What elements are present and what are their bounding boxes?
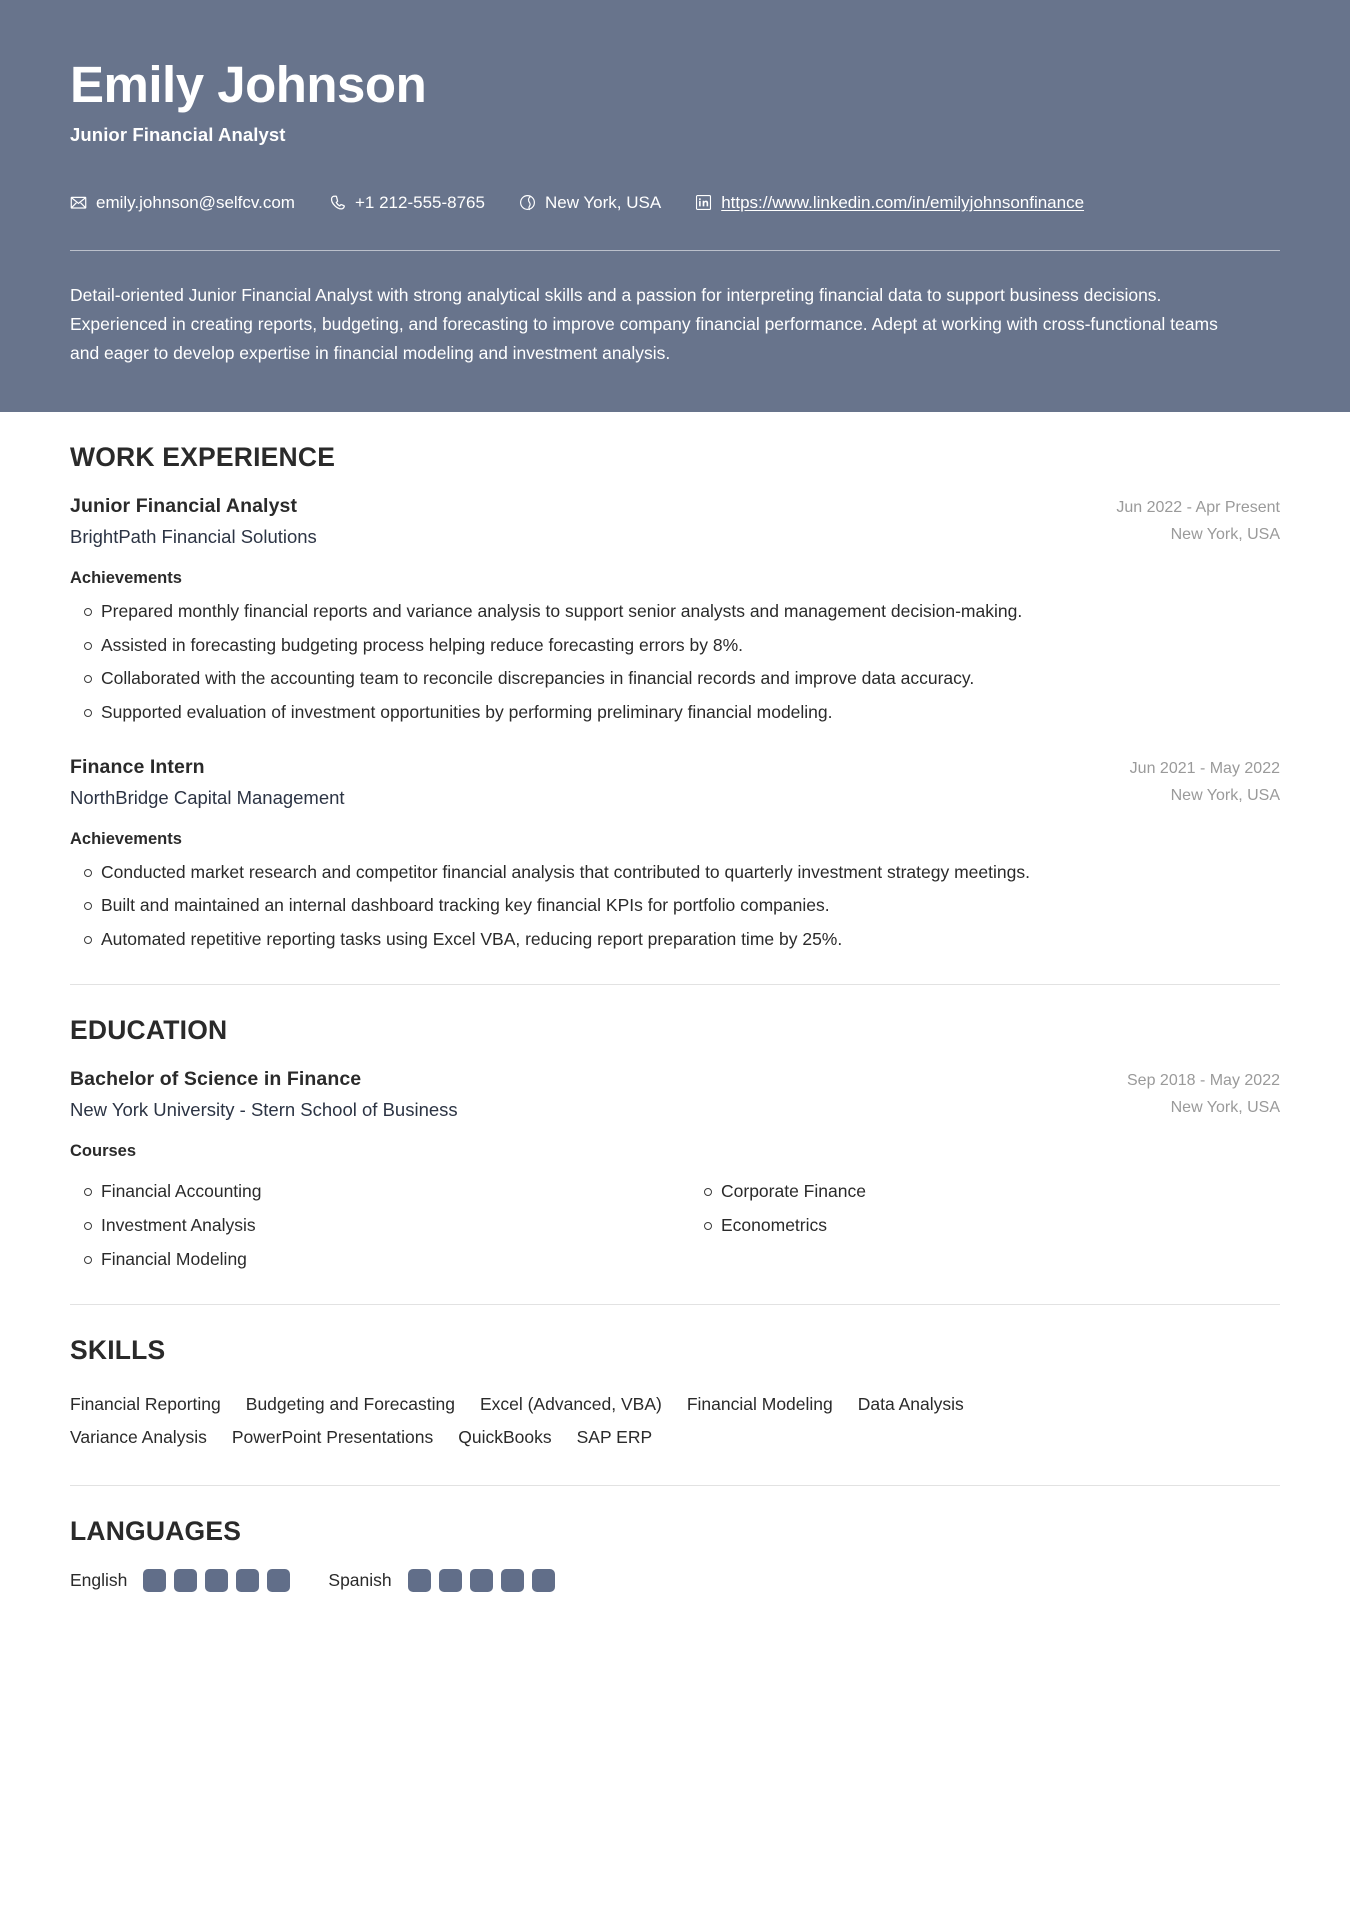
section-title-languages: LANGUAGES <box>70 1515 242 1546</box>
entry-location: New York, USA <box>1170 1099 1280 1117</box>
entry-role: Junior Financial Analyst <box>70 495 298 518</box>
list-item: Financial Accounting <box>70 1178 660 1205</box>
skill-chip: Financial Reporting <box>70 1394 221 1415</box>
contact-label: +1 212-555-8765 <box>354 193 485 213</box>
language-level-square <box>143 1569 166 1592</box>
entry-role: Finance Intern <box>70 755 205 778</box>
contact-label: emily.johnson@selfcv.com <box>96 193 295 213</box>
language-level-square <box>470 1569 493 1592</box>
skill-chip: PowerPoint Presentations <box>231 1426 434 1447</box>
courses-label: Courses <box>70 1142 137 1161</box>
entry-organization: New York University - Stern School of Business <box>70 1099 458 1121</box>
entry-left <box>70 1068 458 1121</box>
entry-role: Bachelor of Science in Finance <box>70 1068 362 1091</box>
list-item: Corporate Finance <box>690 1178 1280 1205</box>
contact-row <box>70 194 1280 211</box>
list-item: Prepared monthly financial reports and variance analysis to support senior analysts and management decision-making. <box>70 598 1280 625</box>
entry-location: New York, USA <box>1170 526 1280 544</box>
achievements-label: Achievements <box>70 829 182 848</box>
resume-header <box>0 0 1350 412</box>
skill-chip: SAP ERP <box>576 1426 653 1447</box>
languages-list <box>70 1569 1280 1592</box>
list-item: Built and maintained an internal dashboard tracking key financial KPIs for portfolio companies. <box>70 892 1280 919</box>
skills-row <box>70 1421 1280 1453</box>
envelope-icon <box>70 194 87 211</box>
list-item: Collaborated with the accounting team to reconcile discrepancies in financial records and improve data accuracy. <box>70 665 1280 692</box>
list-item: Automated repetitive reporting tasks using Excel VBA, reducing report preparation time by 25%. <box>70 926 1280 953</box>
language-name: English <box>70 1569 128 1590</box>
language-item <box>70 1569 290 1592</box>
list-item: Assisted in forecasting budgeting process helping reduce forecasting errors by 8%. <box>70 632 1280 659</box>
entry-left <box>70 495 317 548</box>
entry-right <box>1127 1072 1280 1117</box>
section-education <box>70 985 1280 1272</box>
section-skills <box>70 1305 1280 1453</box>
work-entry <box>70 756 1280 953</box>
header-divider <box>70 250 1280 251</box>
skill-chip: Excel (Advanced, VBA) <box>479 1394 662 1415</box>
contact-item-linkedin[interactable] <box>695 194 1084 211</box>
skills-row <box>70 1388 1280 1420</box>
education-entry <box>70 1068 1280 1272</box>
contact-item-location-globe <box>519 194 661 211</box>
entry-date: Sep 2018 - May 2022 <box>1127 1072 1280 1090</box>
entry-right <box>1130 760 1280 805</box>
language-level-square <box>236 1569 259 1592</box>
contact-item-phone <box>329 194 485 211</box>
achievements-list <box>70 859 1280 953</box>
entry-left <box>70 756 345 809</box>
section-title-skills: SKILLS <box>70 1335 166 1366</box>
page-title: Emily Johnson <box>70 56 427 113</box>
contact-label: New York, USA <box>544 193 662 213</box>
section-work-experience <box>70 412 1280 952</box>
language-level-square <box>408 1569 431 1592</box>
entry-location: New York, USA <box>1170 786 1280 804</box>
skill-chip: Data Analysis <box>857 1394 964 1415</box>
list-item: Conducted market research and competitor financial analysis that contributed to quarterly investment strategy meetings. <box>70 859 1280 886</box>
section-title-work-experience: WORK EXPERIENCE <box>70 442 336 473</box>
resume-body <box>0 412 1350 1592</box>
language-item <box>328 1569 554 1592</box>
location-globe-icon <box>519 194 536 211</box>
entry-organization: BrightPath Financial Solutions <box>70 526 317 548</box>
list-item: Investment Analysis <box>70 1212 660 1239</box>
list-item: Supported evaluation of investment opportunities by performing preliminary financial modeling. <box>70 699 1280 726</box>
courses-list <box>70 1171 1280 1272</box>
skill-chip: Budgeting and Forecasting <box>245 1394 455 1415</box>
achievements-list <box>70 598 1280 725</box>
achievements-label: Achievements <box>70 569 182 588</box>
entry-header <box>70 495 1280 548</box>
professional-summary: Detail-oriented Junior Financial Analyst with strong analytical skills and a passion for interpreting financial data to support business decisions. Experienced in creating reports, budgeting, and forecasting to improve company financial performance. Adept at working with cross-functional teams and eager to develop expertise in financial modeling and investment analysis. <box>70 285 1218 364</box>
language-name: Spanish <box>328 1569 392 1590</box>
language-level-meter <box>408 1569 555 1592</box>
entry-date: Jun 2021 - May 2022 <box>1129 759 1280 777</box>
entry-organization: NorthBridge Capital Management <box>70 786 345 808</box>
contact-label[interactable]: https://www.linkedin.com/in/emilyjohnsonfinance <box>721 193 1085 213</box>
section-languages <box>70 1486 1280 1592</box>
entry-header <box>70 1068 1280 1121</box>
work-entry-list <box>70 495 1280 952</box>
entry-right <box>1116 499 1280 544</box>
language-level-square <box>532 1569 555 1592</box>
language-level-square <box>501 1569 524 1592</box>
header-job-title: Junior Financial Analyst <box>70 124 286 146</box>
skill-chip: Variance Analysis <box>70 1426 207 1447</box>
language-level-meter <box>143 1569 290 1592</box>
skills-list <box>70 1388 1280 1453</box>
language-level-square <box>439 1569 462 1592</box>
linkedin-icon <box>695 194 712 211</box>
entry-date: Jun 2022 - Apr Present <box>1116 499 1280 517</box>
list-item: Financial Modeling <box>70 1246 660 1273</box>
section-title-education: EDUCATION <box>70 1015 228 1046</box>
skill-chip: Financial Modeling <box>686 1394 833 1415</box>
work-entry <box>70 495 1280 725</box>
language-level-square <box>205 1569 228 1592</box>
list-item: Econometrics <box>690 1212 1280 1239</box>
contact-item-envelope <box>70 194 295 211</box>
phone-icon <box>329 194 346 211</box>
entry-header <box>70 756 1280 809</box>
language-level-square <box>174 1569 197 1592</box>
language-level-square <box>267 1569 290 1592</box>
skill-chip: QuickBooks <box>458 1426 552 1447</box>
education-entry-list <box>70 1068 1280 1272</box>
